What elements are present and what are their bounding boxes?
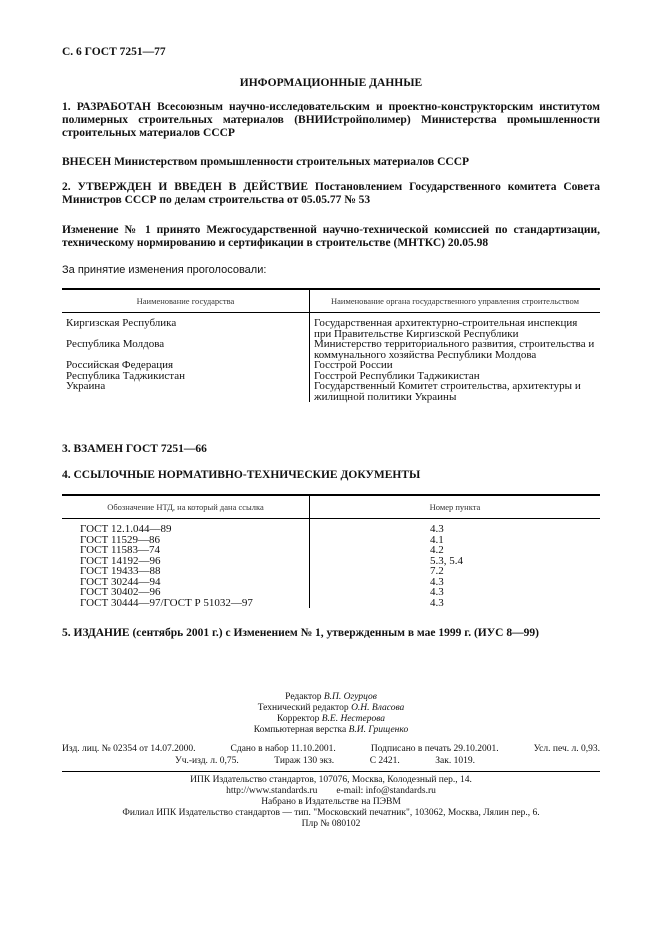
column-header: Наименование органа государственного управления строительством	[309, 289, 600, 313]
table-cell: Российская Федерация	[66, 359, 174, 371]
table-row	[62, 519, 600, 535]
imprint-field: Уч.-изд. л. 0,75.	[175, 756, 239, 766]
imprint-line-2	[175, 756, 475, 767]
item-2: 2. УТВЕРЖДЕН И ВВЕДЕН В ДЕЙСТВИЕ Постановлением Государственного комитета Совета Министров СССР по делам строительства от 05.05.77 № 53	[62, 181, 600, 206]
table-cell: Госстрой России	[309, 360, 600, 371]
table-cell: ГОСТ 11583—74	[80, 544, 161, 556]
imprint-field: Изд. лиц. № 02354 от 14.07.2000.	[62, 744, 196, 754]
divider	[62, 771, 600, 772]
voting-table	[62, 288, 600, 402]
page-header: С. 6 ГОСТ 7251—77	[62, 46, 166, 58]
table-cell: 7.2	[309, 566, 600, 577]
item-4: 4. ССЫЛОЧНЫЕ НОРМАТИВНО-ТЕХНИЧЕСКИЕ ДОКУМЕНТЫ	[62, 469, 421, 481]
table-cell: 4.3	[309, 587, 600, 598]
credit-line	[62, 692, 600, 703]
table-cell: Республика Молдова	[66, 338, 165, 350]
table-cell: 4.3	[309, 577, 600, 588]
table-cell: 4.3	[309, 598, 600, 609]
publisher-website: http://www.standards.ru	[226, 786, 318, 796]
plr-number: Плр № 080102	[301, 819, 361, 829]
credit-role: Корректор	[276, 714, 320, 724]
typeset-note: Набрано в Издательстве на ПЭВМ	[261, 797, 401, 807]
table-cell: ГОСТ 30244—94	[80, 575, 161, 588]
table-cell: Государственная архитектурно-строительная инспекция при Правительстве Киргизской Республики	[309, 313, 600, 340]
imprint-field: С 2421.	[369, 756, 400, 766]
column-header: Обозначение НТД, на который дана ссылка	[62, 495, 309, 519]
credit-role: Компьютерная верстка	[253, 725, 347, 735]
credit-name: В.П. Огурцов	[323, 692, 377, 702]
item-5: 5. ИЗДАНИЕ (сентябрь 2001 г.) с Изменением № 1, утвержденным в мае 1999 г. (ИУС 8—99)	[62, 627, 539, 639]
credit-line	[62, 714, 600, 725]
table-cell: 4.2	[309, 545, 600, 556]
credit-name: О.Н. Власова	[351, 703, 405, 713]
imprint-field: Тираж 130 экз.	[274, 756, 335, 766]
table-cell: Республика Таджикистан	[66, 369, 185, 382]
table-cell: 4.3	[309, 519, 600, 535]
publisher-email: e-mail: info@standards.ru	[336, 786, 436, 796]
imprint-field: Подписано в печать 29.10.2001.	[370, 744, 499, 754]
table-cell: 4.1	[309, 535, 600, 546]
item-3: 3. ВЗАМЕН ГОСТ 7251—66	[62, 443, 207, 455]
column-header: Наименование государства	[62, 289, 309, 313]
table-cell: ГОСТ 30444—97/ГОСТ Р 51032—97	[80, 596, 253, 609]
imprint-field: Зак. 1019.	[435, 756, 475, 766]
credit-line	[62, 725, 600, 736]
table-cell: Киргизская Республика	[66, 317, 177, 329]
item-1: 1. РАЗРАБОТАН Всесоюзным научно-исследовательским и проектно-конструкторским институтом полимерных строительных материалов (ВНИИстройполимер) Министерства промышленности строительных материалов СССР	[62, 101, 600, 139]
item-vnesen: ВНЕСЕН Министерством промышленности строительных материалов СССР	[62, 156, 470, 168]
table-row	[62, 566, 600, 577]
table-cell: 5.3, 5.4	[309, 556, 600, 567]
credit-role: Редактор	[285, 692, 322, 702]
table-cell: Государственный Комитет строительства, архитектуры и жилищной политики Украины	[309, 381, 600, 402]
credit-name: В.Е. Нестерова	[321, 714, 386, 724]
credits	[62, 692, 600, 736]
page-title: ИНФОРМАЦИОННЫЕ ДАННЫЕ	[239, 77, 423, 89]
imprint-field: Усл. печ. л. 0,93.	[533, 744, 600, 754]
column-header: Номер пункта	[309, 495, 600, 519]
table-row	[62, 587, 600, 598]
credit-role: Технический редактор	[257, 703, 349, 713]
table-cell: Министерство территориального развития, строительства и коммунального хозяйства Республики Молдова	[309, 339, 600, 360]
publisher-info	[62, 775, 600, 830]
table-cell: Госстрой Республики Таджикистан	[309, 371, 600, 382]
imprint-field: Сдано в набор 11.10.2001.	[230, 744, 336, 754]
voted-label: За принятие изменения проголосовали:	[62, 264, 267, 276]
credit-name: В.И. Грищенко	[348, 725, 409, 735]
table-cell: ГОСТ 11529—86	[80, 533, 161, 546]
imprint-line-1	[62, 744, 600, 755]
table-row	[62, 598, 600, 609]
table-cell: ГОСТ 14192—96	[80, 554, 161, 567]
table-cell: ГОСТ 19433—88	[80, 565, 161, 577]
references-table	[62, 494, 600, 608]
branch-address: Филиал ИПК Издательство стандартов — тип. "Московский печатник", 103062, Москва, Лялин пер., 6.	[122, 808, 540, 818]
table-cell: ГОСТ 30402—96	[80, 586, 161, 598]
table-row	[62, 545, 600, 556]
credit-line	[62, 703, 600, 714]
table-cell: ГОСТ 12.1.044—89	[80, 523, 172, 535]
table-cell: Украина	[66, 380, 106, 392]
change-note: Изменение № 1 принято Межгосударственной научно-технической комиссией по стандартизации, техническому нормированию и сертификации в строительстве (МНТКС) 20.05.98	[62, 224, 600, 249]
publisher-address: ИПК Издательство стандартов, 107076, Москва, Колодезный пер., 14.	[190, 775, 472, 785]
